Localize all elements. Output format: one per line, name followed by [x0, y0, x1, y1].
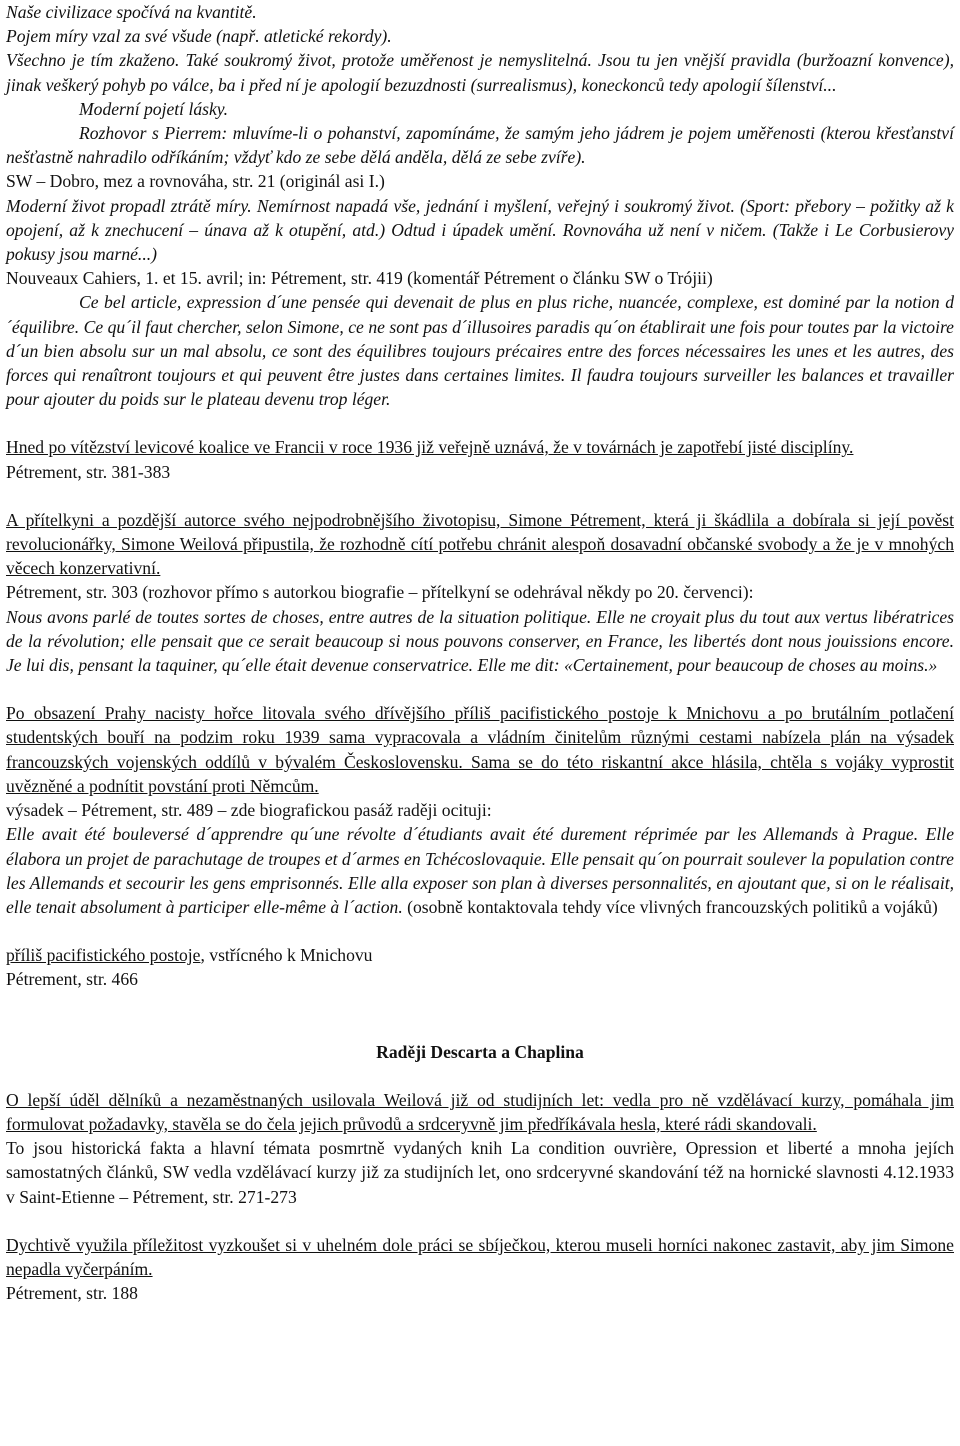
citation: Pétrement, str. 466: [6, 969, 138, 990]
spacer: [6, 919, 954, 943]
underlined-paragraph: Hned po vítězství levicové koalice ve Francii v roce 1936 již veřejně uznává, že v továrnách je zapotřebí jisté disciplíny.: [6, 437, 854, 458]
citation: Pétrement, str. 188: [6, 1283, 138, 1304]
paragraph: Rozhovor s Pierrem: mluvíme-li o pohanství, zapomínáme, že samým jeho jádrem je pojem uměřenosti (kterou křesťanství nešťastně nahradilo odříkáním; vždyť kdo ze sebe dělá anděla, dělá ze sebe zvíře).: [6, 123, 954, 168]
citation: Pétrement, str. 381-383: [6, 461, 171, 482]
spacer: [6, 1064, 954, 1088]
citation: SW – Dobro, mez a rovnováha, str. 21 (originál asi I.): [6, 171, 385, 192]
paragraph: To jsou historická fakta a hlavní témata posmrtně vydaných knih La condition ouvrière, Opression et liberté a mnoha jejích samostatných článků, SW vedla vzdělávací kurzy již za studijních let, ono srdceryvné skandování též na hornické slavnosti 4.12.1933 v Saint-Etienne – Pétrement, str. 271-273: [6, 1138, 954, 1207]
french-quote: [6, 822, 954, 919]
underlined-paragraph: Po obsazení Prahy nacisty hořce litovala svého dřívějšího příliš pacifistického postoje k Mnichovu a po brutálním potlačení studentských bouří na podzim roku 1939 sama vypracovala a vládním činitelům různými cestami nabízela plán na výsadek francouzských vojenských oddílů v bývalém Československu. Sama se do této riskantní akce hlásila, chtěla s vojáky vyprostit uvězněné a podnítit povstání proti Němcům.: [6, 703, 954, 796]
underlined-paragraph: A přítelkyni a pozdější autorce svého nejpodrobnějšího životopisu, Simone Pétrement, která ji škádlila a dobírala si její pověst revolucionářky, Simone Weilová připustila, že rozhodně cítí potřebu chránit alespoň dosavadní občanské svobody a že je v mnohých věcech konzervativní.: [6, 509, 954, 579]
french-quote: Ce bel article, expression d´une pensée qui devenait de plus en plus riche, nuancée, complexe, est dominé par la notion d´équilibre. Ce qu´il faut chercher, selon Simone, ce ne sont pas d´illusoires paradis qu´on établirait une fois pour toutes par la victoire d´un bien absolu sur un mal absolu, ce sont des équilibres toujours précaires entre des forces nécessaires les unes et les autres, des forces qui renaîtront toujours et qui peuvent être justes dans certaines limites. Il faudra toujours surveiller les balances et travailler pour ajouter du poids sur le plateau devenu trop léger.: [6, 292, 954, 410]
spacer: [6, 1209, 954, 1233]
spacer: [6, 411, 954, 435]
citation: Pétrement, str. 303 (rozhovor přímo s autorkou biografie – přítelkyní se odehrával někdy po 20. červenci):: [6, 582, 754, 603]
spacer: [6, 677, 954, 701]
paragraph: Moderní život propadl ztrátě míry. Nemírnost napadá vše, jednání i myšlení, veřejný i soukromý život. (Sport: přebory – požitky až k opojení, až k znechucení – únava až k otupění, atd.) Odtud i úpadek umění. Rovnováha už není v ničem. (Takže i Le Corbusierovy pokusy jsou marné...): [6, 195, 954, 265]
quote-comment: (osobně kontaktovala tehdy více vlivných francouzských politiků a vojáků): [402, 896, 938, 917]
citation: výsadek – Pétrement, str. 489 – zde biografickou pasáž raději ocituji:: [6, 800, 492, 821]
phrase-tail: , vstřícného k Mnichovu: [200, 945, 373, 966]
spacer: [6, 484, 954, 508]
paragraph: Všechno je tím zkaženo. Také soukromý život, protože uměřenost je nemyslitelná. Jsou tu jen vnější pravidla (buržoazní konvence), jinak veškerý pohyb po válce, ba i před ní je apologií bezuzdnosti (surrealismus), koneckonců tedy apologií šílenství...: [6, 50, 954, 95]
underlined-phrase: příliš pacifistického postoje: [6, 945, 201, 966]
paragraph: Naše civilizace spočívá na kvantitě.: [6, 2, 257, 22]
underlined-paragraph: Dychtivě využila příležitost vyzkoušet si v uhelném dole práci se sbíječkou, kterou museli horníci nakonec zastavit, aby jim Simone nepadla vyčerpáním.: [6, 1234, 954, 1279]
underlined-paragraph: O lepší úděl dělníků a nezaměstnaných usilovala Weilová již od studijních let: vedla pro ně vzdělávací kurzy, pomáhala jim formulovat požadavky, stavěla se do čela jejich průvodů a srdceryvně jim předříkávala hesla, které rádi skandovali.: [6, 1089, 954, 1134]
phrase-note: [6, 943, 954, 967]
citation: Nouveaux Cahiers, 1. et 15. avril; in: Pétrement, str. 419 (komentář Pétrement o článku SW o Trójii): [6, 268, 713, 289]
spacer: [6, 992, 954, 1040]
section-title: Raději Descarta a Chaplina: [376, 1041, 584, 1062]
paragraph: Pojem míry vzal za své všude (např. atletické rekordy).: [6, 26, 392, 47]
french-quote: Nous avons parlé de toutes sortes de choses, entre autres de la situation politique. Elle ne croyait plus du tout aux vertus libératrices de la révolution; elle pensait que ce serait beaucoup si nous pouvons conserver, en France, les libertés dont nous jouissions encore. Je lui dis, pensant la taquiner, qu´elle était devenue conservatrice. Elle me dit: «Certainement, pour beaucoup de choses au moins.»: [6, 606, 954, 676]
french-quote-text: Elle avait été bouleversé d´apprendre qu´une révolte d´étudiants avait été durement réprimée par les Allemands à Prague. Elle élabora un projet de parachutage de troupes et d´armes en Tchécoslovaquie. Elle pensait qu´on pourrait soulever la population contre les Allemands et secourir les gens emprisonnés. Elle alla exposer son plan à diverses personnalités, en ajoutant que, si on le réalisait, elle tenait absolument à participer elle-même à l´action.: [6, 824, 954, 917]
paragraph: Moderní pojetí lásky.: [79, 98, 229, 119]
